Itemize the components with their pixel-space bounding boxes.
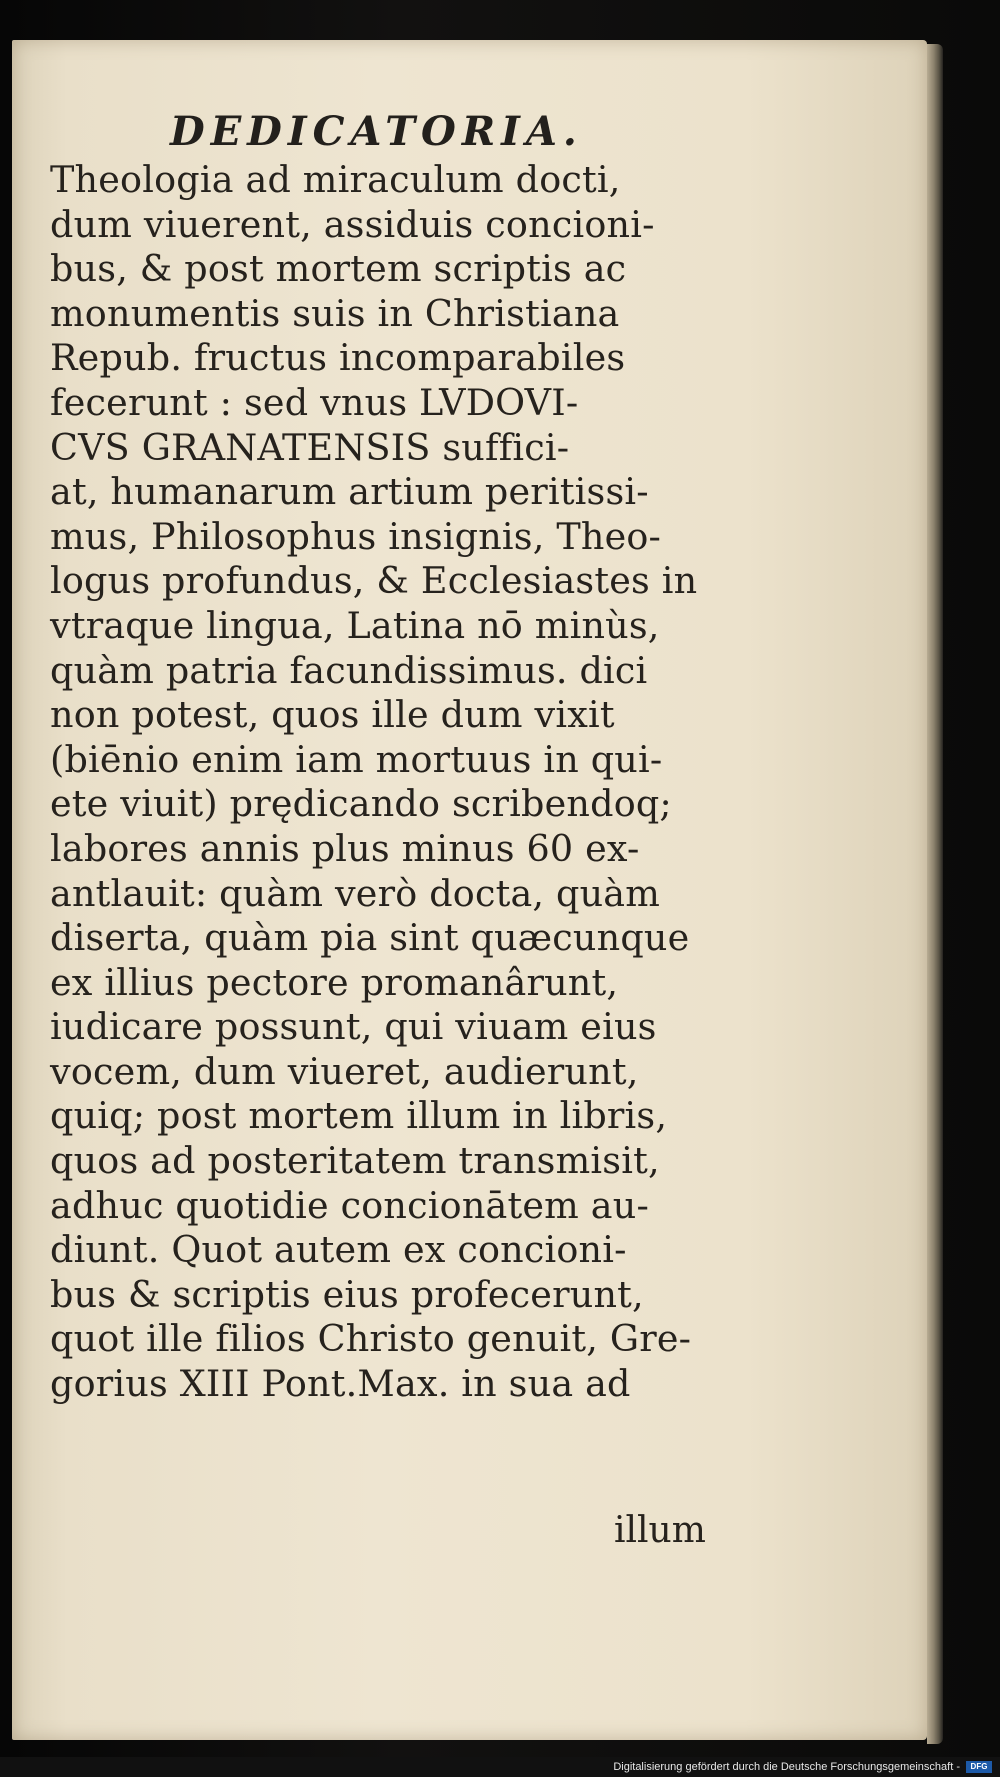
text-line: gorius XIII Pont.Max. in sua ad [50,1362,631,1406]
text-line: quos ad posteritatem transmisit, [50,1139,660,1183]
text-line: (biēnio enim iam mortuus in qui- [50,737,663,781]
text-line: CVS GRANATENSIS suffici- [50,425,570,469]
text-line: quot ille filios Christo genuit, Gre- [50,1317,692,1361]
page-fore-edge [927,44,943,1744]
text-line: logus profundus, & Ecclesiastes in [50,559,698,603]
text-line: vocem, dum viueret, audierunt, [50,1049,639,1093]
text-line: Theologia ad miraculum docti, [50,158,621,201]
text-line: bus & scriptis eius profecerunt, [50,1272,644,1316]
catchword: illum [614,1510,706,1551]
text-line: dum viuerent, assiduis concioni- [50,202,655,246]
text-line: diunt. Quot autem ex concioni- [50,1228,627,1272]
text-line: iudicare possunt, qui viuam eius [50,1005,657,1049]
text-line: ete viuit) prędicando scribendoq; [50,782,672,826]
text-line: antlauit: quàm verò docta, quàm [50,871,661,915]
digitization-footer [0,1757,1000,1777]
dfg-logo: DFG [966,1761,992,1773]
text-line: fecerunt : sed vnus LVDOVI- [50,380,579,424]
text-line: non potest, quos ille dum vixit [50,693,615,737]
text-line: monumentis suis in Christiana [50,291,620,335]
running-head: DEDICATORIA. [170,108,583,155]
text-line: labores annis plus minus 60 ex- [50,826,640,870]
text-line: at, humanarum artium peritissi- [50,470,649,514]
text-line: ex illius pectore promanârunt, [50,960,619,1004]
text-line: quàm patria facundissimus. dici [50,648,648,692]
text-line: Repub. fructus incomparabiles [50,336,626,380]
text-line: bus, & post mortem scriptis ac [50,247,627,291]
text-line: vtraque lingua, Latina nō minùs, [50,603,660,647]
footer-credit: Digitalisierung gefördert durch die Deutsche Forschungsgemeinschaft - [613,1761,960,1773]
text-line: mus, Philosophus insignis, Theo- [50,514,662,558]
page-body-text [50,158,740,1407]
text-line: adhuc quotidie concionātem au- [50,1183,649,1227]
text-line: diserta, quàm pia sint quæcunque [50,916,690,960]
text-line: quiq; post mortem illum in libris, [50,1094,668,1138]
